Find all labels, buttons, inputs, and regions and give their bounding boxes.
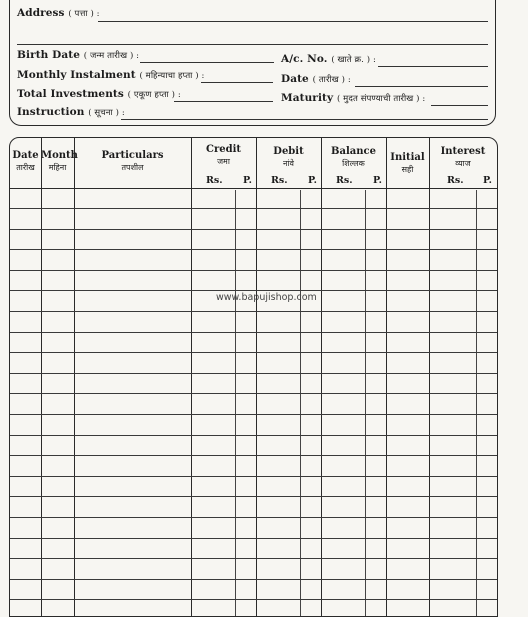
table-row-rule [10,249,497,250]
col-divider [256,138,257,616]
paise-divider [235,190,236,616]
header-month: Month महिना [41,150,78,172]
birth-date-field[interactable] [140,62,274,63]
table-row-rule [10,517,497,518]
col-divider [191,138,192,616]
watermark: www.bapujishop.com [216,292,317,303]
table-row-rule [10,435,497,436]
interest-p: P. [483,175,492,186]
table-row-rule [10,373,497,374]
table-row-rule [10,476,497,477]
maturity-label: Maturity ( मुदत संपण्याची तारीख ) : [281,92,426,104]
balance-p: P. [373,175,382,186]
col-divider [386,138,387,616]
header-balance: Balance शिल्लक [331,146,376,168]
ledger-table [9,137,498,617]
header-date: Date तारीख [12,150,39,172]
address-label: Address ( पत्ता ) : [17,7,100,19]
table-row-rule [10,393,497,394]
date-field[interactable] [355,86,488,87]
birth-date-label: Birth Date ( जन्म तारीख ) : [17,49,140,61]
table-row-rule [10,332,497,333]
col-divider [429,138,430,616]
credit-rs: Rs. [206,175,223,186]
table-row-rule [10,579,497,580]
table-row-rule [10,311,497,312]
header-credit: Credit जमा [206,144,241,166]
address-line-1[interactable] [98,21,488,22]
balance-rs: Rs. [336,175,353,186]
header-rule [10,188,497,189]
table-row-rule [10,538,497,539]
instruction-label: Instruction ( सूचना ) : [17,106,125,118]
table-row-rule [10,229,497,230]
col-divider [321,138,322,616]
header-interest: Interest व्याज [440,146,486,168]
maturity-field[interactable] [431,105,488,106]
paise-divider [365,190,366,616]
header-debit: Debit नांवे [273,146,304,168]
table-row-rule [10,496,497,497]
credit-p: P. [243,175,252,186]
monthly-instalment-label: Monthly Instalment ( महिन्याचा हप्ता ) : [17,69,205,81]
table-row-rule [10,270,497,271]
table-row-rule [10,455,497,456]
table-row-rule [10,414,497,415]
header-particulars: Particulars तपशील [101,150,164,172]
table-row-rule [10,208,497,209]
account-no-label: A/c. No. ( खाते क्र. ) : [281,53,376,65]
paise-divider [476,190,477,616]
col-divider [41,138,42,616]
col-divider [74,138,75,616]
table-row-rule [10,558,497,559]
debit-p: P. [308,175,317,186]
paise-divider [300,190,301,616]
debit-rs: Rs. [271,175,288,186]
monthly-instalment-field[interactable] [201,82,273,83]
date-label: Date ( तारीख ) : [281,73,351,85]
table-row-rule [10,290,497,291]
table-row-rule [10,352,497,353]
total-investments-field[interactable] [174,101,273,102]
instruction-field[interactable] [121,119,488,120]
total-investments-label: Total Investments ( एकूण हप्ता ) : [17,88,181,100]
interest-rs: Rs. [447,175,464,186]
header-initial: Initial सही [390,152,425,174]
address-line-2[interactable] [17,44,488,45]
account-no-field[interactable] [378,66,488,67]
